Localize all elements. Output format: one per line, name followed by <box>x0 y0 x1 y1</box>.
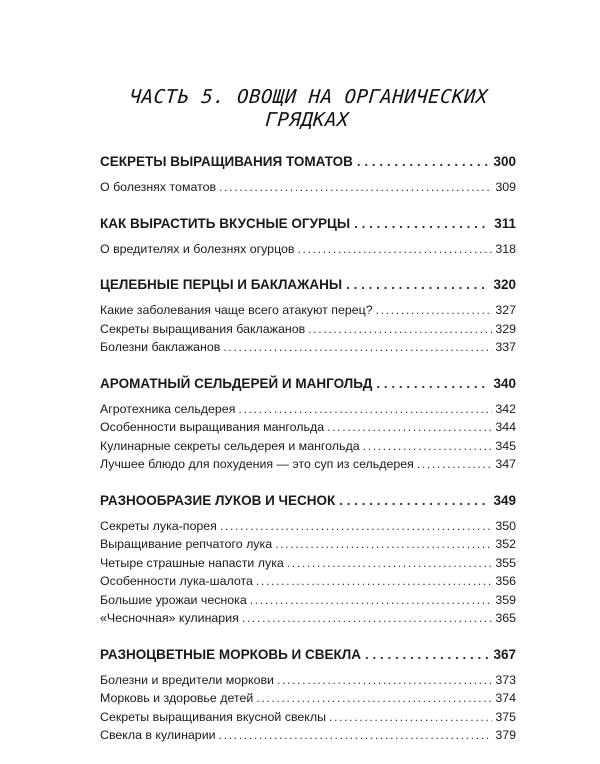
entry-page-number: 374 <box>495 691 516 705</box>
toc-entry-row[interactable] <box>100 457 516 476</box>
dot-leader <box>357 154 490 169</box>
toc-entry-row[interactable] <box>100 728 516 747</box>
entry-page-number: 359 <box>495 592 516 607</box>
entry-page-number: 327 <box>495 303 516 317</box>
toc-entry-row[interactable] <box>100 611 516 630</box>
toc-section <box>100 216 516 261</box>
entry-title: Болезни и вредители моркови <box>100 672 274 687</box>
toc-entry-row[interactable] <box>100 180 516 199</box>
section-page-number: 320 <box>493 277 516 292</box>
toc-entry-row[interactable] <box>100 242 516 261</box>
dot-leader <box>220 519 492 533</box>
section-page-number: 300 <box>493 154 516 169</box>
dot-leader <box>250 593 493 607</box>
entry-page-number: 309 <box>495 180 516 194</box>
entry-page-number: 318 <box>495 241 516 256</box>
toc-entry-row[interactable] <box>100 537 516 556</box>
dot-leader <box>417 457 492 471</box>
toc-section <box>100 647 516 747</box>
entry-page-number: 342 <box>495 401 516 416</box>
section-page-number: 349 <box>493 492 516 508</box>
dot-leader <box>223 340 492 354</box>
dot-leader <box>298 242 493 256</box>
toc-entry-row[interactable] <box>100 322 516 341</box>
section-heading-row[interactable] <box>100 376 516 398</box>
toc-entry-row[interactable] <box>100 303 516 322</box>
entry-page-number: 373 <box>495 672 516 687</box>
dot-leader <box>339 493 489 508</box>
entry-page-number: 379 <box>495 728 516 742</box>
dot-leader <box>363 439 493 453</box>
dot-leader <box>256 574 492 588</box>
toc-entry-row[interactable] <box>100 420 516 439</box>
entry-page-number: 337 <box>495 340 516 354</box>
section-page-number: 311 <box>494 215 516 231</box>
entry-title: «Чесночная» кулинария <box>100 611 239 625</box>
toc-section <box>100 376 516 476</box>
entry-title: Лучшее блюдо для похудения — это суп из сельдерея <box>100 457 414 471</box>
dot-leader <box>376 376 489 391</box>
entry-page-number: 350 <box>495 518 516 533</box>
entry-page-number: 355 <box>495 555 516 570</box>
toc-entry-row[interactable] <box>100 710 516 729</box>
dot-leader <box>376 303 493 317</box>
dot-leader <box>238 402 492 416</box>
section-title: АРОМАТНЫЙ СЕЛЬДЕРЕЙ И МАНГОЛЬД <box>100 375 373 391</box>
section-title: РАЗНООБРАЗИЕ ЛУКОВ И ЧЕСНОК <box>100 492 336 508</box>
section-page-number: 340 <box>493 375 516 391</box>
dot-leader <box>256 691 492 705</box>
entry-title: Большие урожаи чеснока <box>100 592 247 607</box>
entry-title: Свекла в кулинарии <box>100 728 216 742</box>
entry-page-number: 329 <box>495 321 516 336</box>
toc-section <box>100 277 516 359</box>
entry-title: Секреты выращивания баклажанов <box>100 321 306 336</box>
toc-entry-row[interactable] <box>100 673 516 692</box>
section-heading-row[interactable] <box>100 216 516 238</box>
entry-page-number: 344 <box>495 420 516 434</box>
dot-leader <box>365 647 489 662</box>
section-title: КАК ВЫРАСТИТЬ ВКУСНЫЕ ОГУРЦЫ <box>100 215 351 231</box>
entry-title: О вредителях и болезнях огурцов <box>100 241 295 256</box>
entry-title: О болезнях томатов <box>100 180 217 194</box>
section-heading-row[interactable] <box>100 154 516 176</box>
part-title <box>98 86 517 132</box>
part-title-line-2: ГРЯДКАХ <box>264 109 350 131</box>
entry-title: Секреты выращивания вкусной свеклы <box>100 709 327 724</box>
entry-page-number: 347 <box>495 457 516 471</box>
toc-section <box>100 493 516 630</box>
entry-title: Болезни баклажанов <box>100 340 221 354</box>
entry-page-number: 365 <box>495 611 516 625</box>
section-heading-row[interactable] <box>100 493 516 515</box>
entry-page-number: 352 <box>495 537 516 551</box>
entry-title: Агротехника сельдерея <box>100 401 236 416</box>
part-title-line-1: ЧАСТЬ 5. ОВОЩИ НА ОРГАНИЧЕСКИХ <box>128 86 489 108</box>
entry-title: Особенности лука-шалота <box>100 574 253 588</box>
toc-entry-row[interactable] <box>100 519 516 538</box>
section-page-number: 367 <box>493 646 516 662</box>
dot-leader <box>219 180 492 194</box>
entry-title: Выращивание репчатого лука <box>100 537 273 551</box>
dot-leader <box>287 556 493 570</box>
dot-leader <box>275 537 492 551</box>
entry-title: Особенности выращивания мангольда <box>100 420 325 434</box>
toc-entry-row[interactable] <box>100 340 516 359</box>
dot-leader <box>327 420 492 434</box>
entry-page-number: 356 <box>495 574 516 588</box>
toc-entry-row[interactable] <box>100 439 516 458</box>
dot-leader <box>219 728 493 742</box>
toc-entry-row[interactable] <box>100 556 516 575</box>
entry-title: Какие заболевания чаще всего атакуют перец? <box>100 303 373 317</box>
dot-leader <box>308 322 492 336</box>
entry-title: Кулинарные секреты сельдерея и мангольда <box>100 438 360 453</box>
toc-entry-row[interactable] <box>100 574 516 593</box>
dot-leader <box>242 611 492 625</box>
section-title: ЦЕЛЕБНЫЕ ПЕРЦЫ И БАКЛАЖАНЫ <box>100 277 343 292</box>
toc-entry-row[interactable] <box>100 593 516 612</box>
entry-page-number: 345 <box>495 438 516 453</box>
entry-title: Морковь и здоровье детей <box>100 691 254 705</box>
dot-leader <box>277 673 492 687</box>
entry-page-number: 375 <box>495 709 516 724</box>
entry-title: Четыре страшные напасти лука <box>100 555 284 570</box>
toc-entry-row[interactable] <box>100 691 516 710</box>
entry-title: Секреты лука-порея <box>100 518 217 533</box>
toc-entry-row[interactable] <box>100 402 516 421</box>
dot-leader <box>329 710 492 724</box>
section-title: РАЗНОЦВЕТНЫЕ МОРКОВЬ И СВЕКЛА <box>100 646 361 662</box>
dot-leader <box>346 277 489 292</box>
section-heading-row[interactable] <box>100 277 516 299</box>
section-heading-row[interactable] <box>100 647 516 669</box>
section-title: СЕКРЕТЫ ВЫРАЩИВАНИЯ ТОМАТОВ <box>100 154 353 169</box>
dot-leader <box>354 216 490 231</box>
toc-section <box>100 154 516 199</box>
table-of-contents <box>100 154 516 764</box>
